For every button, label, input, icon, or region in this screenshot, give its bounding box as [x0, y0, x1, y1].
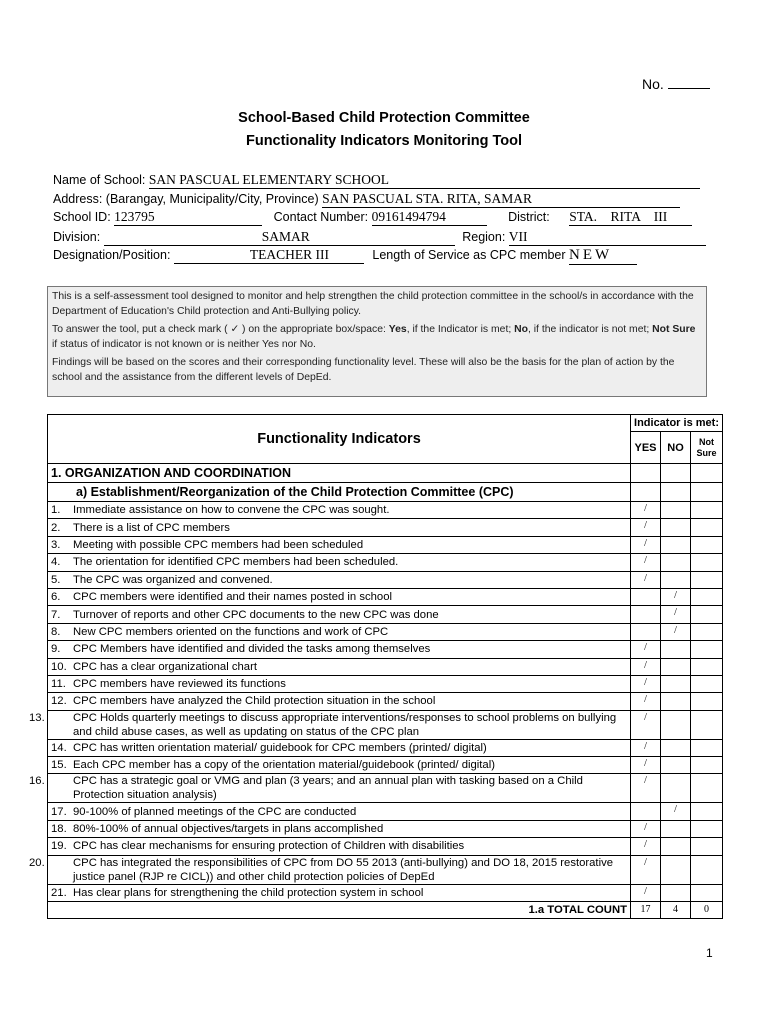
indicator-label: New CPC members oriented on the functions and work of CPC: [73, 625, 389, 638]
check-yes[interactable]: /: [631, 693, 661, 710]
check-not-sure[interactable]: [691, 757, 723, 774]
indicator-number: 8.: [51, 625, 61, 638]
check-not-sure[interactable]: [691, 588, 723, 605]
col-yes-header: YES: [631, 432, 661, 464]
indicator-row: [48, 658, 723, 675]
indicator-text: [48, 623, 631, 640]
check-no[interactable]: [661, 536, 691, 553]
check-not-sure[interactable]: [691, 536, 723, 553]
indicator-row: [48, 536, 723, 553]
col-no-header: NO: [661, 432, 691, 464]
check-no[interactable]: /: [661, 803, 691, 820]
indicator-number: 6.: [51, 591, 61, 604]
indicator-row: [48, 623, 723, 640]
indicator-label: Has clear plans for strengthening the child protection system in school: [73, 886, 424, 899]
check-no[interactable]: [661, 502, 691, 519]
check-not-sure[interactable]: [691, 884, 723, 901]
check-yes[interactable]: /: [631, 710, 661, 739]
indicator-number: 20.: [29, 856, 45, 869]
indicator-text: [29, 855, 631, 884]
indicator-number: 5.: [51, 573, 61, 586]
check-not-sure[interactable]: [691, 803, 723, 820]
check-not-sure[interactable]: [691, 693, 723, 710]
check-no[interactable]: /: [661, 606, 691, 623]
check-yes[interactable]: /: [631, 774, 661, 803]
indicator-number: 2.: [51, 521, 61, 534]
indicator-number: 4.: [51, 556, 61, 569]
indicator-label: CPC has integrated the responsibilities of CPC from DO 55 2013 (anti-bullying) and DO 18, 2015 restorative justice panel (RJP re CICL)) and other child protection policies of DepEd: [73, 856, 614, 883]
check-no[interactable]: /: [661, 588, 691, 605]
check-yes[interactable]: [631, 803, 661, 820]
indicator-row: [48, 884, 723, 901]
check-no[interactable]: [661, 675, 691, 692]
check-no[interactable]: [661, 710, 691, 739]
check-yes[interactable]: /: [631, 838, 661, 855]
check-yes[interactable]: /: [631, 820, 661, 837]
indicator-text: [48, 536, 631, 553]
region-value: VII: [509, 229, 706, 246]
division-value: SAMAR: [261, 229, 310, 244]
instructions-how-to: To answer the tool, put a check mark ( ✓ ) on the appropriate box/space: Yes, if the Indicator is met; No, if the indicator is not met; Not Sure if status of indicator is not known or is neither Yes nor No.: [52, 324, 696, 350]
title-line-2: Functionality Indicators Monitoring Tool: [245, 133, 523, 149]
check-no[interactable]: [661, 641, 691, 658]
indicator-number: 13.: [29, 711, 45, 724]
indicator-row: [48, 606, 723, 623]
check-not-sure[interactable]: [691, 710, 723, 739]
check-no[interactable]: [661, 658, 691, 675]
indicator-label: CPC Members have identified and divided the tasks among themselves: [73, 643, 431, 656]
check-not-sure[interactable]: [691, 502, 723, 519]
indicator-text: [29, 774, 631, 803]
check-yes[interactable]: /: [631, 855, 661, 884]
indicator-row: [48, 757, 723, 774]
school-id-row: School ID: 123795 Contact Number: 09161494794 District: STA. RITA III: [53, 209, 692, 226]
indicator-label: CPC Holds quarterly meetings to discuss appropriate interventions/responses to school problems on bullying and child abuse cases, as well as updating on status of the CPC plan: [73, 711, 617, 738]
school-name-row: Name of School: SAN PASCUAL ELEMENTARY SCHOOL: [53, 172, 700, 189]
indicator-row: [48, 641, 723, 658]
indicator-text: [48, 820, 631, 837]
indicator-number: 18.: [51, 823, 67, 836]
school-id-value: 123795: [114, 209, 262, 226]
indicator-text: [48, 884, 631, 901]
subsection-row: [48, 483, 723, 502]
check-no[interactable]: [661, 757, 691, 774]
check-not-sure[interactable]: [691, 675, 723, 692]
address-row: Address: (Barangay, Municipality/City, Province) SAN PASCUAL STA. RITA, SAMAR: [53, 191, 680, 208]
indicator-label: CPC members have analyzed the Child protection situation in the school: [73, 695, 436, 708]
check-no[interactable]: [661, 855, 691, 884]
check-yes[interactable]: [631, 606, 661, 623]
col-notsure-header: Not Sure: [691, 432, 723, 464]
section-title: 1. ORGANIZATION AND COORDINATION: [48, 464, 631, 483]
indicator-label: Turnover of reports and other CPC documents to the new CPC was done: [73, 608, 439, 621]
subsection-title: a) Establishment/Reorganization of the Child Protection Committee (CPC): [48, 483, 631, 502]
indicator-row: [48, 774, 723, 803]
total-not-sure: 0: [691, 902, 723, 919]
indicator-text: [48, 675, 631, 692]
indicators-table: [29, 414, 723, 919]
total-row: [48, 902, 723, 919]
table-title: Functionality Indicators: [48, 415, 631, 464]
indicator-number: 15.: [51, 759, 67, 772]
check-no[interactable]: [661, 884, 691, 901]
indicator-text: [48, 803, 631, 820]
indicator-text: [48, 571, 631, 588]
school-name-value: SAN PASCUAL ELEMENTARY SCHOOL: [149, 172, 700, 189]
indicator-number: 14.: [51, 741, 67, 754]
indicator-text: [48, 519, 631, 536]
check-no[interactable]: [661, 554, 691, 571]
check-yes[interactable]: /: [631, 675, 661, 692]
check-yes[interactable]: /: [631, 641, 661, 658]
indicator-number: 3.: [51, 538, 61, 551]
check-yes[interactable]: /: [631, 658, 661, 675]
instructions-findings: Findings will be based on the scores and their corresponding functionality level. These will also be the basis for the plan of action by the school and the assistance from the different levels of DepEd.: [52, 357, 675, 383]
indicator-label: CPC has a clear organizational chart: [73, 660, 257, 673]
indicator-number: 17.: [51, 805, 67, 818]
indicator-label: Each CPC member has a copy of the orientation material/guidebook (printed/ digital): [73, 759, 495, 772]
indicator-row: [48, 502, 723, 519]
check-not-sure[interactable]: [691, 554, 723, 571]
indicator-label: There is a list of CPC members: [73, 521, 230, 534]
check-no[interactable]: [661, 519, 691, 536]
indicator-text: [48, 502, 631, 519]
district-value: STA. RITA III: [569, 209, 692, 226]
indicator-number: 10.: [51, 660, 67, 673]
indicator-row: [48, 554, 723, 571]
indicator-row: [48, 693, 723, 710]
indicator-label: The orientation for identified CPC members had been scheduled.: [73, 556, 399, 569]
indicator-row: [48, 519, 723, 536]
check-yes[interactable]: /: [631, 536, 661, 553]
indicator-text: [48, 693, 631, 710]
title-line-1: School-Based Child Protection Committee: [238, 110, 530, 126]
designation-value: TEACHER III: [249, 247, 330, 262]
indicator-label: CPC members have reviewed its functions: [73, 678, 286, 691]
indicator-number: 19.: [51, 840, 67, 853]
indicator-text: [29, 710, 631, 739]
indicator-label: 80%-100% of annual objectives/targets in plans accomplished: [73, 823, 384, 836]
indicator-number: 11.: [51, 678, 66, 691]
indicator-text: [48, 606, 631, 623]
indicator-number: 21.: [51, 886, 67, 899]
designation-row: Designation/Position: TEACHER III Length of Service as CPC member NEW: [53, 247, 637, 265]
indicator-text: [48, 554, 631, 571]
indicator-number: 16.: [29, 775, 45, 788]
indicator-row: [48, 739, 723, 756]
check-yes[interactable]: /: [631, 571, 661, 588]
check-no[interactable]: /: [661, 623, 691, 640]
indicator-row: [48, 710, 723, 739]
check-yes[interactable]: /: [631, 757, 661, 774]
indicator-number: 9.: [51, 643, 61, 656]
check-no[interactable]: [661, 739, 691, 756]
indicator-row: [48, 820, 723, 837]
check-no[interactable]: [661, 820, 691, 837]
indicator-label: CPC has clear mechanisms for ensuring protection of Children with disabilities: [73, 840, 465, 853]
indicator-row: [48, 588, 723, 605]
check-no[interactable]: [661, 774, 691, 803]
check-not-sure[interactable]: [691, 606, 723, 623]
indicator-label: Immediate assistance on how to convene the CPC was sought.: [73, 504, 390, 517]
indicator-row: [48, 571, 723, 588]
indicator-label: CPC has written orientation material/ guidebook for CPC members (printed/ digital): [73, 741, 487, 754]
indicator-met-header: Indicator is met:: [631, 415, 723, 432]
table-header-row-1: [48, 415, 723, 432]
indicator-label: 90-100% of planned meetings of the CPC are conducted: [73, 805, 357, 818]
check-yes[interactable]: /: [631, 884, 661, 901]
indicator-number: 12.: [51, 695, 67, 708]
indicator-label: CPC has a strategic goal or VMG and plan (3 years; and an annual plan with tasking based on a Child Protection situation analysis): [73, 775, 583, 802]
indicator-label: Meeting with possible CPC members had been scheduled: [73, 538, 364, 551]
check-yes[interactable]: /: [631, 502, 661, 519]
check-not-sure[interactable]: [691, 820, 723, 837]
total-no: 4: [661, 902, 691, 919]
check-not-sure[interactable]: [691, 623, 723, 640]
check-not-sure[interactable]: [691, 855, 723, 884]
indicator-text: [48, 757, 631, 774]
check-yes[interactable]: /: [631, 554, 661, 571]
division-row: Division: SAMAR Region: VII: [53, 229, 706, 246]
instructions-intro: This is a self-assessment tool designed to monitor and help strengthen the child protection committee in the school/s in accordance with the Department of Education's Child protection and Anti-Bullying policy.: [52, 291, 694, 317]
total-yes: 17: [631, 902, 661, 919]
check-no[interactable]: [661, 571, 691, 588]
indicator-row: [48, 838, 723, 855]
indicator-row: [48, 803, 723, 820]
check-yes[interactable]: /: [631, 519, 661, 536]
check-not-sure[interactable]: [691, 641, 723, 658]
check-no[interactable]: [661, 838, 691, 855]
page-number: 1: [706, 946, 713, 960]
indicator-text: [48, 739, 631, 756]
service-value: NEW: [569, 247, 637, 265]
indicator-label: CPC members were identified and their names posted in school: [73, 591, 392, 604]
document-number-blank: [668, 76, 710, 89]
address-value: SAN PASCUAL STA. RITA, SAMAR: [322, 191, 680, 208]
check-not-sure[interactable]: [691, 571, 723, 588]
contact-number-value: 09161494794: [372, 209, 487, 226]
total-label: 1.a TOTAL COUNT: [48, 902, 631, 919]
check-yes[interactable]: [631, 588, 661, 605]
indicator-text: [48, 641, 631, 658]
check-not-sure[interactable]: [691, 774, 723, 803]
indicator-row: [48, 675, 723, 692]
instructions-box: [47, 286, 707, 397]
check-no[interactable]: [661, 693, 691, 710]
check-yes[interactable]: [631, 623, 661, 640]
section-row: [48, 464, 723, 483]
indicator-text: [48, 838, 631, 855]
check-not-sure[interactable]: [691, 658, 723, 675]
indicator-text: [48, 658, 631, 675]
document-number: No.: [642, 76, 710, 92]
check-yes[interactable]: /: [631, 739, 661, 756]
check-not-sure[interactable]: [691, 739, 723, 756]
check-not-sure[interactable]: [691, 838, 723, 855]
indicator-text: [48, 588, 631, 605]
indicator-row: [48, 855, 723, 884]
indicator-label: The CPC was organized and convened.: [73, 573, 273, 586]
indicator-number: 1.: [51, 504, 61, 517]
check-not-sure[interactable]: [691, 519, 723, 536]
indicator-number: 7.: [51, 608, 61, 621]
